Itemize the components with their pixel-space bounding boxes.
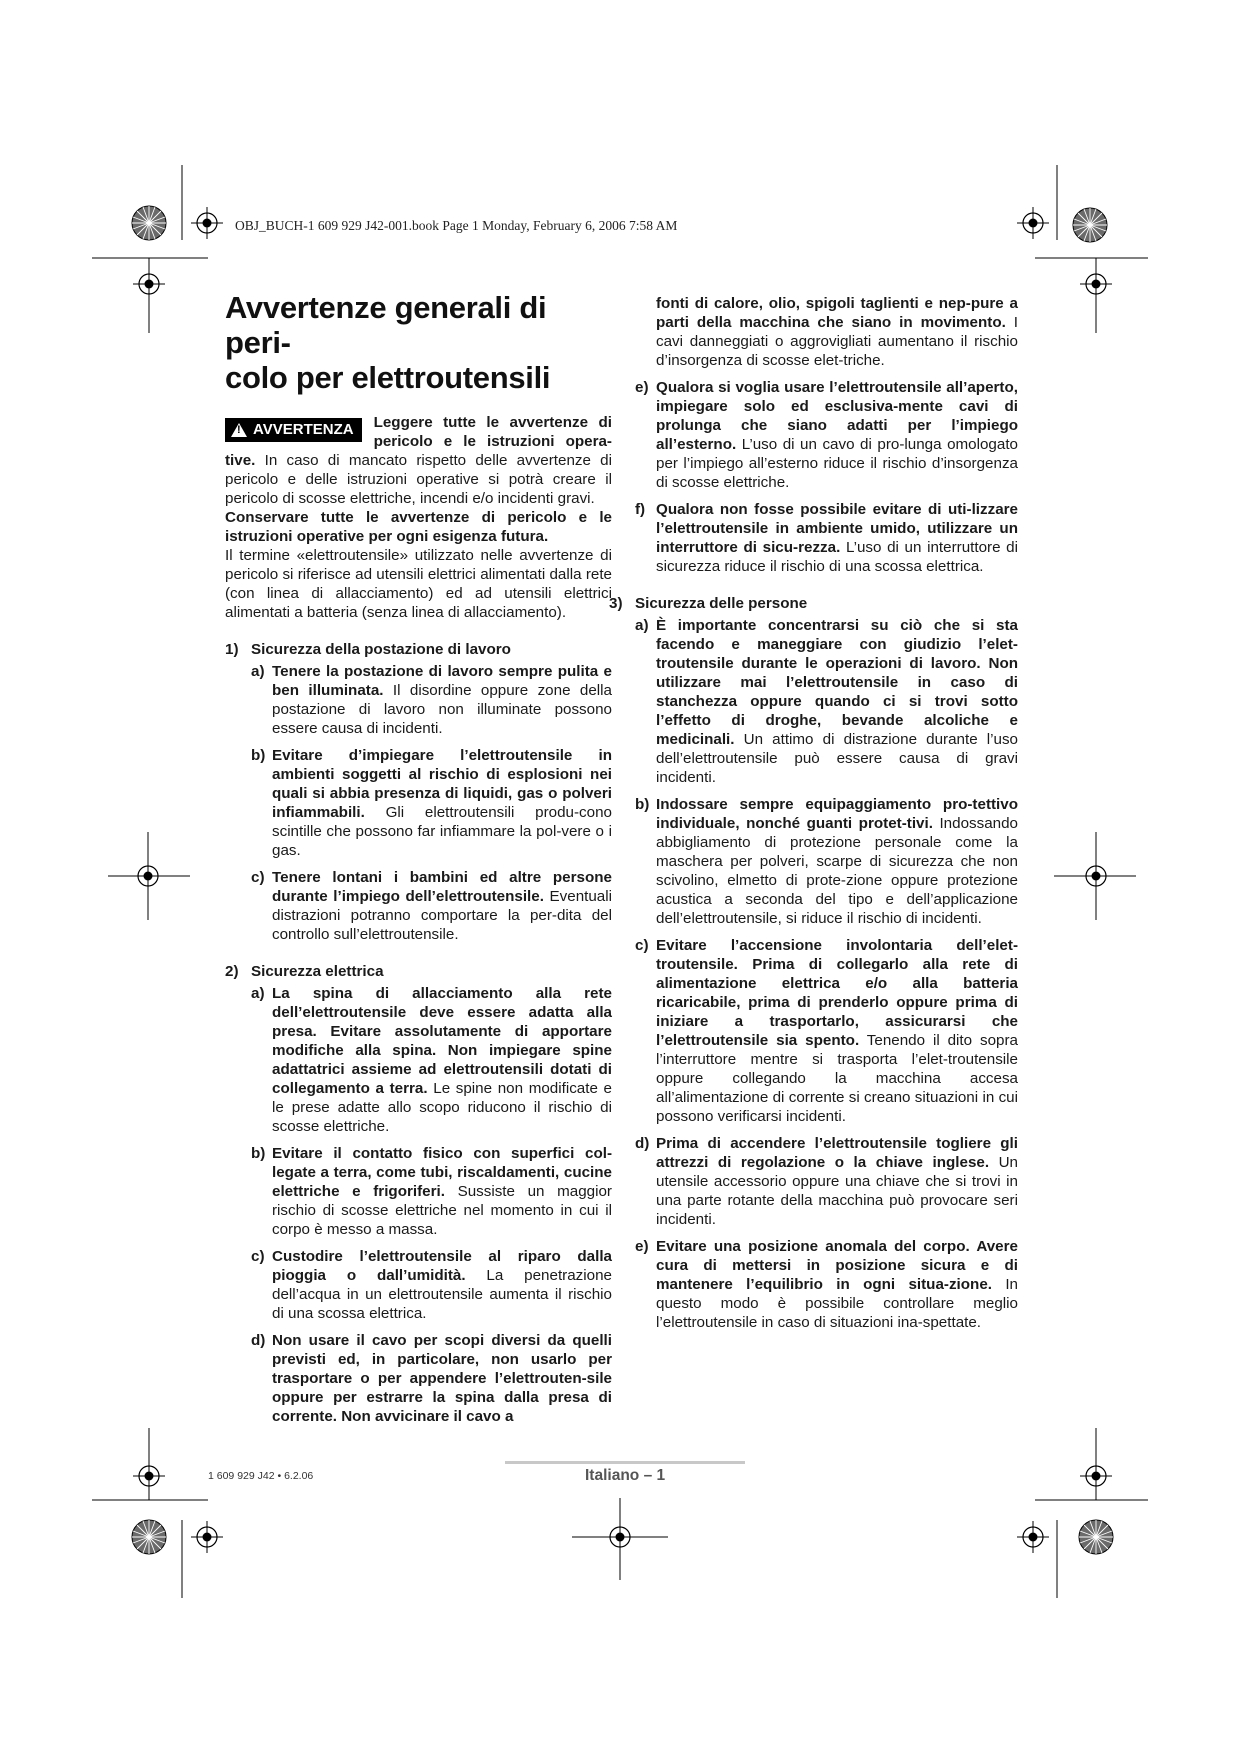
title-line-1: Avvertenze generali di peri-: [225, 290, 547, 360]
list-item: c) Evitare l’accensione involontaria dell’elet-troutensile. Prima di collegarlo alla rete di alimentazione elettrica e/o alla batteria ricaricabile, prima di prenderlo oppure prima di iniziare a trasportarlo, assicurarsi che l’elettroutensile sia spento. Tenendo il dito sopra l’interruttore mentre si trasporta l’elet-troutensile oppure collegando la macchina accesa all’alimentazione di corrente si creano situazioni in cui possono verificarsi incidenti.: [635, 937, 1018, 1125]
page-number: Italiano – 1: [585, 1467, 666, 1484]
right-column: [609, 294, 1019, 1340]
title-line-2: colo per elettroutensili: [225, 360, 551, 395]
registration-mark-icon: [1073, 208, 1107, 242]
warning-bold-text: Leggere tutte le avvertenze di pericolo e le istruzioni opera-tive.: [225, 414, 612, 469]
footer-divider: [505, 1461, 745, 1464]
section-2: [225, 962, 612, 1426]
list-item: c) Tenere lontani i bambini ed altre persone durante l’impiego dell’elettroutensile. Eventuali distrazioni potranno comportare la per-dita del controllo sull’elettroutensile.: [251, 869, 612, 943]
left-column: [225, 290, 612, 1434]
list-item-continuation: fonti di calore, olio, spigoli taglienti e nep-pure a parti della macchina che siano in movimento. I cavi danneggiati o aggrovigliati aumentano il rischio d’insorgenza di scosse elet-triche.: [656, 295, 1018, 369]
list-item: a) La spina di allacciamento alla rete dell’elettroutensile deve essere adatta alla presa. Evitare assolutamente di apportare modifiche alla spina. Non impiegare spine adattatrici assieme ad elettroutensili dotati di collegamento a terra. Le spine non modificate e le prese adatte allo scopo riducono il rischio di scosse elettriche.: [251, 985, 612, 1135]
registration-mark-icon: [132, 1520, 166, 1554]
list-item: d) Prima di accendere l’elettroutensile togliere gli attrezzi di regolazione o la chiave inglese. Un utensile accessorio oppure una chiave che si trovi in una parte rotante della macchina può provocare seri incidenti.: [635, 1135, 1019, 1228]
list-item: e) Qualora si voglia usare l’elettroutensile all’aperto, impiegare solo ed esclusiva-mente cavi di prolunga che siano adatti per l’impiego all’esterno. L’uso di un cavo di pro-lunga omologato per l’impiego all’esterno riduce il rischio d’insorgenza di scosse elettriche.: [635, 379, 1018, 491]
list-item: a) Tenere la postazione di lavoro sempre pulita e ben illuminata. Il disordine oppure zone della postazione di lavoro non illuminate possono essere causa di incidenti.: [251, 663, 612, 737]
section-heading: 2) Sicurezza elettrica: [225, 963, 384, 980]
page-title: [225, 290, 612, 395]
registration-mark-icon: [1079, 1520, 1113, 1554]
crosshair-icon: [1017, 207, 1049, 239]
warning-badge: [225, 418, 362, 442]
print-header: OBJ_BUCH-1 609 929 J42-001.book Page 1 Monday, February 6, 2006 7:58 AM: [235, 218, 678, 233]
crosshair-icon: [191, 1521, 223, 1553]
list-item: b) Evitare d’impiegare l’elettroutensile in ambienti soggetti al rischio di esplosioni nei quali si abbia presenza di liquidi, gas o polveri infiammabili. Gli elettroutensili produ-cono scintille che possono far infiammare la pol-vere o i gas.: [251, 747, 612, 859]
list-item: f) Qualora non fosse possibile evitare di uti-lizzare l’elettroutensile in ambiente umido, utilizzare un interruttore di sicu-rezza. L’uso di un interruttore di sicurezza riduce il rischio di una scossa elettrica.: [635, 501, 1018, 575]
list-item: e) Evitare una posizione anomala del corpo. Avere cura di mettersi in posizione sicura e di mantenere l’equilibrio in ogni situa-zione. In questo modo è possibile controllare meglio l’elettroutensile in caso di situazioni ina-spettate.: [635, 1238, 1018, 1331]
list-item: a) È importante concentrarsi su ciò che si sta facendo e maneggiare con giudizio l’elet-troutensile durante le operazioni di lavoro. Non utilizzare mai l’elettroutensile in caso di stanchezza oppure quando ci si trovi sotto l’effetto di droghe, bevande alcoliche e medicinali. Un attimo di distrazione durante l’uso dell’elettroutensile può essere causa di gravi incidenti.: [635, 617, 1018, 786]
registration-mark-icon: [132, 206, 166, 240]
section-1: [225, 640, 612, 944]
list-item: b) Indossare sempre equipaggiamento pro-tettivo individuale, nonché guanti protet-tivi. Indossando abbigliamento di protezione personale come la maschera per polveri, scarpe di sicurezza che non scivolino, elmetto di prote-zione oppure protezione acustica a seconda del tipo e dell’applicazione dell’elettroutensile, si riduce il rischio di incidenti.: [635, 796, 1018, 927]
section-heading: 3) Sicurezza delle persone: [609, 595, 808, 612]
warning-triangle-icon: [231, 423, 247, 437]
list-item: c) Custodire l’elettroutensile al riparo dalla pioggia o dall’umidità. La penetrazione dell’acqua in un elettroutensile aumenta il rischio di una scossa elettrica.: [251, 1248, 612, 1322]
warning-badge-label: AVVERTENZA: [253, 421, 354, 438]
section-heading: 1) Sicurezza della postazione di lavoro: [225, 641, 511, 658]
list-item: b) Evitare il contatto fisico con superfici col-legate a terra, come tubi, riscaldamenti, cucine elettriche e frigoriferi. Sussiste un maggior rischio di scosse elettriche nel momento in cui il corpo è messo a massa.: [251, 1145, 612, 1238]
crosshair-icon: [1017, 1521, 1049, 1553]
section-3: [609, 594, 1018, 1332]
warning-paragraph: [225, 413, 612, 508]
keep-instructions: Conservare tutte le avvertenze di pericolo e le istruzioni operative per ogni esigenza futura.: [225, 509, 612, 545]
list-item: d) Non usare il cavo per scopi diversi da quelli previsti ed, in particolare, non usarlo per trasportare o per appendere l’elettrouten-sile oppure per estrarre la spina dalla presa di corrente. Non avvicinare il cavo a: [251, 1332, 612, 1425]
footer-doc-code: 1 609 929 J42 • 6.2.06: [208, 1470, 314, 1482]
crosshair-icon: [191, 207, 223, 239]
warning-text: In caso di mancato rispetto delle avvertenze di pericolo e delle istruzioni operative si potrà creare il pericolo di scosse elettriche, incendi e/o incidenti gravi.: [225, 452, 612, 507]
term-definition: Il termine «elettroutensile» utilizzato nelle avvertenze di pericolo si riferisce ad utensili elettrici alimentati dalla rete (con linea di allacciamento) ed ad utensili elettrici alimentati a batteria (senza linea di allacciamento).: [225, 547, 612, 621]
